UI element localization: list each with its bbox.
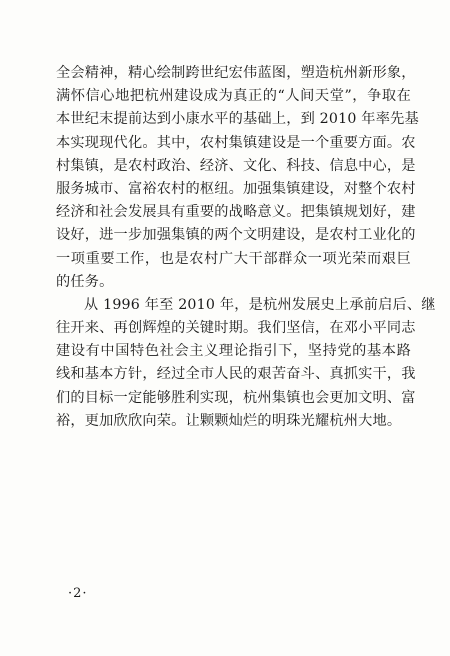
text-line: 满怀信心地把杭州建设成为真正的“人间天堂”，争取在 <box>56 88 411 105</box>
page-number: ·2· <box>68 586 88 601</box>
text-line: 裕，更加欣欣向荣。让颗颗灿烂的明珠光耀杭州大地。 <box>56 412 402 429</box>
text-line: 服务城市、富裕农村的枢纽。加强集镇建设，对整个农村 <box>56 180 416 197</box>
text-line: 从 1996 年至 2010 年，是杭州发展史上承前启后、继 <box>84 296 436 313</box>
body-text <box>56 62 436 433</box>
text-line: 本实现现代化。其中，农村集镇建设是一个重要方面。农 <box>56 134 416 151</box>
text-line: 往开来、再创辉煌的关键时期。我们坚信，在邓小平同志 <box>56 320 416 337</box>
text-line: 全会精神，精心绘制跨世纪宏伟蓝图，塑造杭州新形象， <box>56 65 416 81</box>
text-line: 们的目标一定能够胜利实现，杭州集镇也会更加文明、富 <box>56 389 416 406</box>
text-line: 一项重要工作，也是农村广大干部群众一项光荣而艰巨 <box>56 250 411 267</box>
text-line: 本世纪末提前达到小康水平的基础上，到 2010 年率先基 <box>56 111 419 128</box>
text-line: 经济和社会发展具有重要的战略意义。把集镇规划好，建 <box>56 204 416 221</box>
text-line: 的任务。 <box>56 273 114 290</box>
text-line: 建设有中国特色社会主义理论指引下，坚持党的基本路 <box>56 343 411 360</box>
text-line: 设好，进一步加强集镇的两个文明建设，是农村工业化的 <box>56 227 416 244</box>
text-line: 线和基本方针，经过全市人民的艰苦奋斗、真抓实干，我 <box>56 366 416 383</box>
text-line: 村集镇，是农村政治、经济、文化、科技、信息中心，是 <box>56 157 416 174</box>
